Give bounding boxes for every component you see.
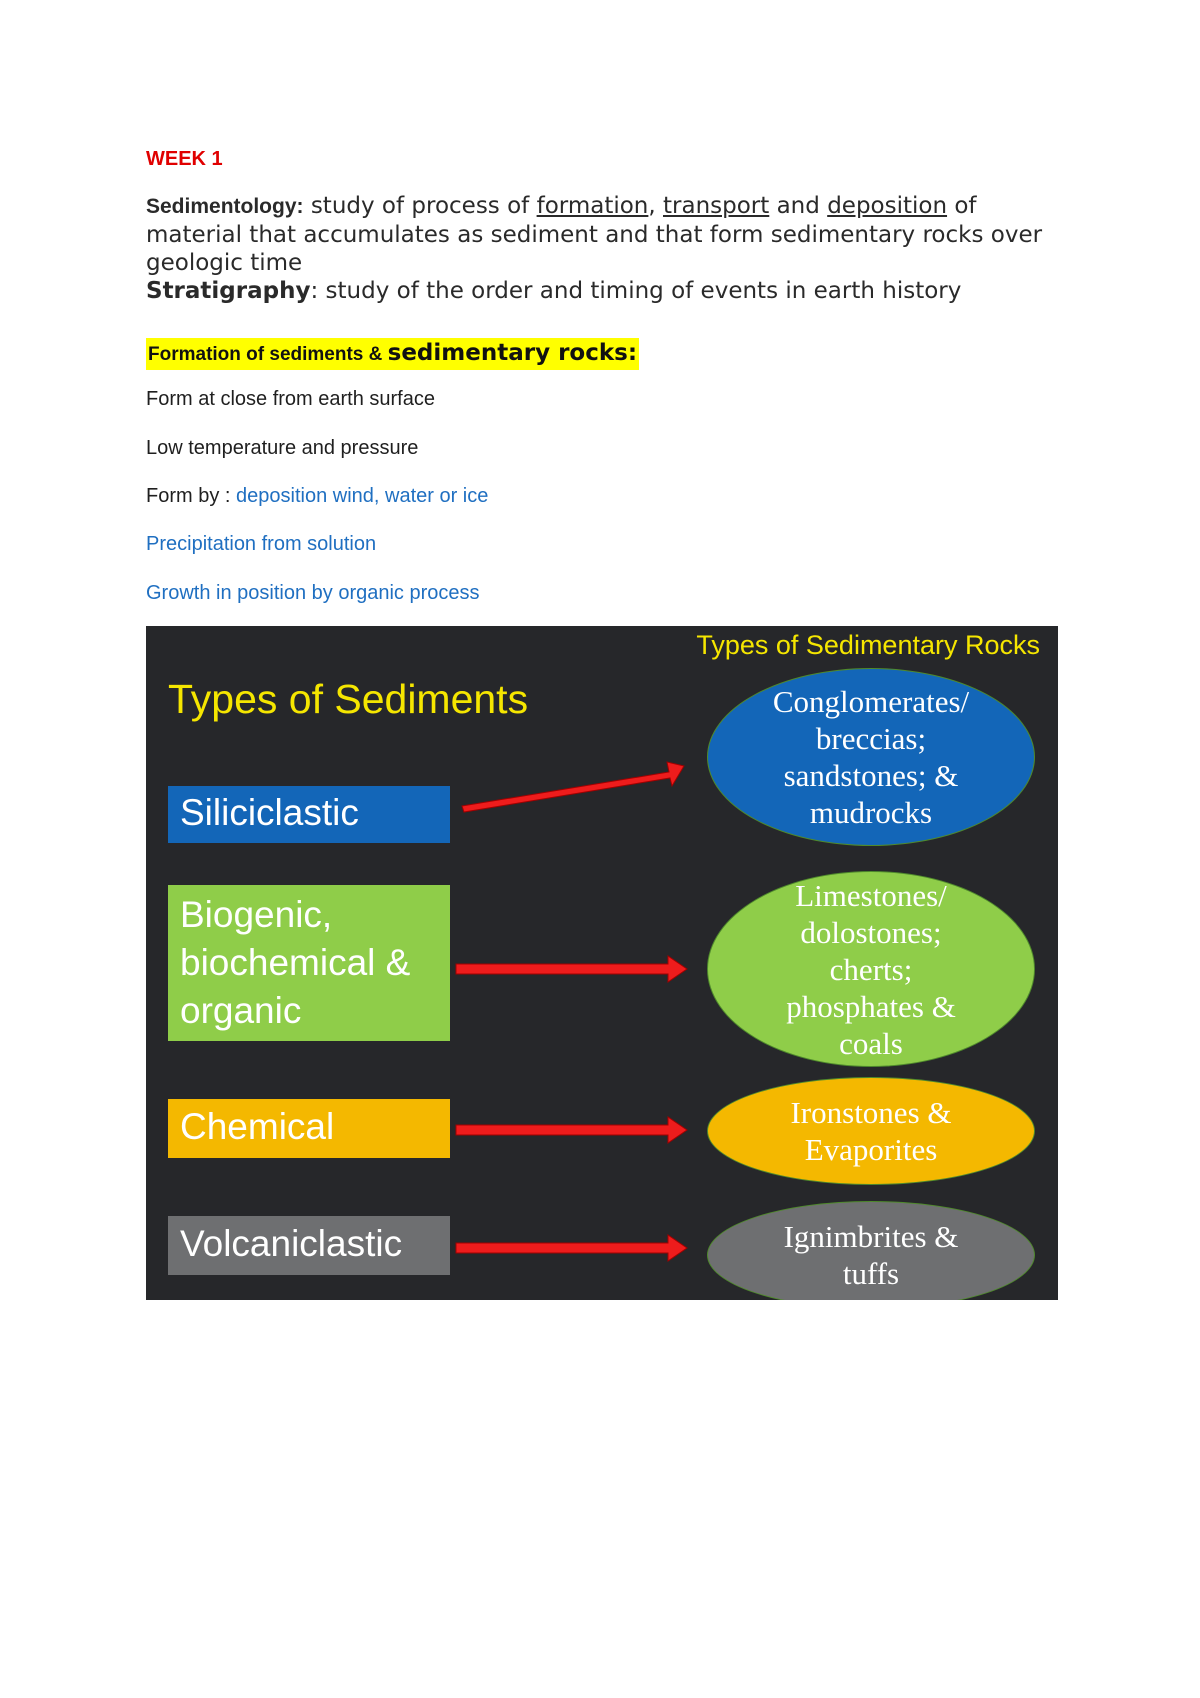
- comma: ,: [648, 193, 656, 219]
- box-volcaniclastic-label: Volcaniclastic: [180, 1223, 403, 1264]
- rock-ellipse-siliciclastic: [707, 668, 1035, 846]
- slide-title-sediments: Types of Sediments: [168, 676, 529, 722]
- rock-biogenic-line4: phosphates &: [786, 988, 956, 1024]
- rock-siliciclastic-line2: breccias;: [815, 721, 927, 756]
- line-form-by: [146, 485, 488, 508]
- rock-siliciclastic-line3: sandstones; &: [783, 758, 959, 793]
- line-growth-in-position: Growth in position by organic process: [146, 582, 480, 604]
- rock-siliciclastic-line4: mudrocks: [809, 795, 933, 830]
- box-biogenic-line2: biochemical &: [180, 942, 411, 983]
- rock-biogenic-line2: dolostones;: [800, 914, 942, 950]
- slide-title-rocks: Types of Sedimentary Rocks: [696, 630, 1040, 660]
- sediment-types-slide: [146, 626, 1058, 1300]
- rock-ellipse-chemical: [707, 1077, 1035, 1185]
- formation-heading-part2: sedimentary rocks:: [387, 340, 638, 366]
- space: [656, 193, 663, 219]
- week-heading: WEEK 1: [146, 148, 223, 170]
- deposition-word: deposition: [827, 193, 948, 219]
- and-word: and: [769, 193, 828, 219]
- rock-ellipse-biogenic: [707, 871, 1035, 1067]
- line-form-by-label: Form by :: [146, 485, 237, 507]
- arrow-biogenic: [456, 956, 687, 982]
- line-form-close: Form at close from earth surface: [146, 388, 435, 410]
- stratigraphy-text: : study of the order and timing of events in earth history: [310, 278, 962, 304]
- formation-word: formation: [536, 193, 649, 219]
- stratigraphy-term: Stratigraphy: [146, 278, 311, 304]
- rock-chemical-line1: Ironstones &: [790, 1095, 952, 1130]
- arrow-volcaniclastic: [456, 1235, 687, 1261]
- line-low-temperature: Low temperature and pressure: [146, 437, 419, 459]
- sedimentology-text: study of process of: [303, 193, 537, 219]
- line-precipitation: Precipitation from solution: [146, 533, 377, 555]
- definitions-block: [146, 192, 1066, 305]
- stratigraphy-definition: [146, 277, 1066, 305]
- box-chemical-label: Chemical: [180, 1106, 335, 1147]
- rock-siliciclastic-line1: Conglomerates/: [772, 684, 970, 719]
- box-biogenic-line1: Biogenic,: [180, 894, 333, 935]
- box-biogenic-line3: organic: [180, 990, 302, 1031]
- sedimentology-text-end: of material that accumulates as sediment and that form sedimentary rocks over geologic time: [146, 193, 1043, 276]
- formation-heading-part1: Formation of sediments &: [148, 344, 388, 365]
- rock-biogenic-line1: Limestones/: [795, 877, 947, 913]
- arrow-chemical: [456, 1117, 687, 1143]
- formation-heading: [146, 338, 639, 370]
- rock-volcaniclastic-line1: Ignimbrites &: [783, 1219, 959, 1254]
- rock-biogenic-line3: cherts;: [829, 951, 913, 987]
- rock-ellipse-volcaniclastic: [707, 1201, 1035, 1300]
- sedimentology-term: Sedimentology:: [146, 195, 304, 218]
- transport-word: transport: [663, 193, 770, 219]
- sedimentology-definition: [146, 192, 1066, 277]
- rock-volcaniclastic-line2: tuffs: [842, 1256, 900, 1291]
- line-form-by-agents: deposition wind, water or ice: [236, 485, 489, 507]
- rock-chemical-line2: Evaporites: [804, 1132, 938, 1167]
- box-siliciclastic-label: Siliciclastic: [180, 792, 359, 833]
- arrow-siliciclastic: [462, 762, 684, 812]
- rock-biogenic-line5: coals: [839, 1025, 903, 1061]
